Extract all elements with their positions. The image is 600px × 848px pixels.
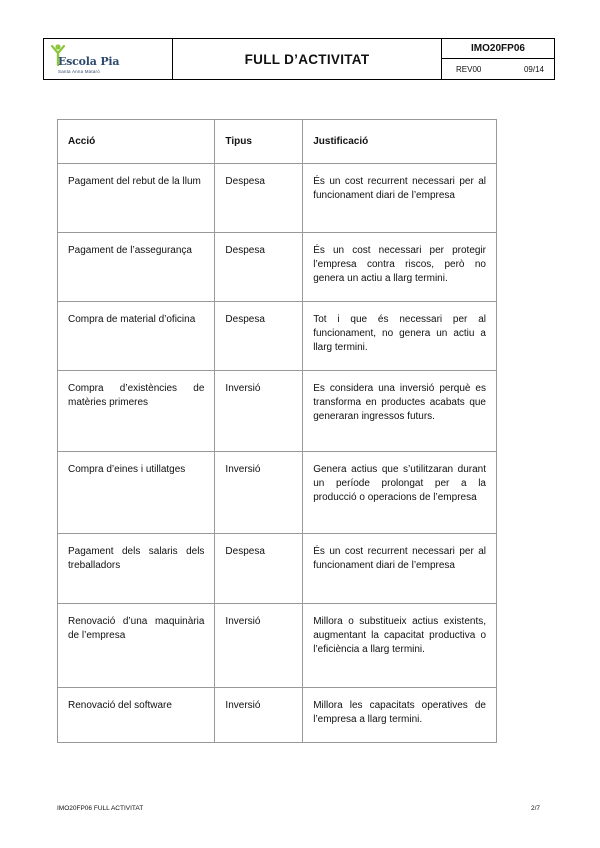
document-title: FULL D’ACTIVITAT bbox=[173, 39, 442, 79]
header-tipus: Tipus bbox=[215, 120, 303, 164]
document-code: IMO20FP06 bbox=[442, 39, 554, 59]
logo bbox=[44, 39, 173, 79]
cell-accio: Pagament dels salaris dels treballadors bbox=[58, 534, 215, 604]
cell-justificacio: És un cost necessari per protegir l’empresa contra riscos, però no genera un actiu a llarg termini. bbox=[303, 233, 497, 302]
table-row bbox=[58, 164, 497, 233]
table-row bbox=[58, 688, 497, 743]
cell-accio: Pagament de l’assegurança bbox=[58, 233, 215, 302]
footer-document-name: IMO20FP06 FULL ACTIVITAT bbox=[57, 805, 144, 812]
cell-justificacio: Es considera una inversió perquè es transforma en productes acabats que generaran ingressos futurs. bbox=[303, 371, 497, 452]
cell-accio: Pagament del rebut de la llum bbox=[58, 164, 215, 233]
cell-tipus: Inversió bbox=[215, 604, 303, 688]
cell-justificacio: Genera actius que s’utilitzaran durant un període prolongat per a la producció o operacions de l’empresa bbox=[303, 452, 497, 534]
cell-tipus: Inversió bbox=[215, 452, 303, 534]
table-row bbox=[58, 302, 497, 371]
cell-tipus: Despesa bbox=[215, 233, 303, 302]
table-header-row bbox=[58, 120, 497, 164]
cell-justificacio: És un cost recurrent necessari per al funcionament diari de l’empresa bbox=[303, 164, 497, 233]
cell-justificacio: Millora les capacitats operatives de l’empresa a llarg termini. bbox=[303, 688, 497, 743]
logo-name: Escola Pia bbox=[58, 55, 120, 68]
cell-tipus: Despesa bbox=[215, 302, 303, 371]
cell-accio: Renovació del software bbox=[58, 688, 215, 743]
cell-justificacio: Millora o substitueix actius existents, augmentant la capacitat productiva o l’eficiència a llarg termini. bbox=[303, 604, 497, 688]
revision-date: 09/14 bbox=[523, 64, 544, 74]
document-code-box bbox=[442, 39, 554, 79]
table-row bbox=[58, 452, 497, 534]
cell-tipus: Despesa bbox=[215, 164, 303, 233]
cell-justificacio: És un cost recurrent necessari per al funcionament diari de l’empresa bbox=[303, 534, 497, 604]
cell-accio: Compra d’existències de matèries primeres bbox=[58, 371, 215, 452]
footer-page-number: 2/7 bbox=[531, 805, 541, 812]
document-header bbox=[43, 38, 555, 80]
cell-tipus: Inversió bbox=[215, 371, 303, 452]
activity-table bbox=[57, 119, 497, 743]
revision: REV00 bbox=[456, 64, 482, 74]
header-justificacio: Justificació bbox=[303, 120, 497, 164]
table-row bbox=[58, 233, 497, 302]
cell-tipus: Despesa bbox=[215, 534, 303, 604]
table-row bbox=[58, 534, 497, 604]
header-accio: Acció bbox=[58, 120, 215, 164]
cell-accio: Compra de material d’oficina bbox=[58, 302, 215, 371]
logo-subtitle: Santa Anna Mataró bbox=[58, 69, 100, 74]
cell-tipus: Inversió bbox=[215, 688, 303, 743]
table-row bbox=[58, 604, 497, 688]
cell-accio: Compra d’eines i utillatges bbox=[58, 452, 215, 534]
table-row bbox=[58, 371, 497, 452]
revision-row bbox=[442, 59, 554, 79]
cell-justificacio: Tot i que és necessari per al funcionament, no genera un actiu a llarg termini. bbox=[303, 302, 497, 371]
cell-accio: Renovació d’una maquinària de l’empresa bbox=[58, 604, 215, 688]
